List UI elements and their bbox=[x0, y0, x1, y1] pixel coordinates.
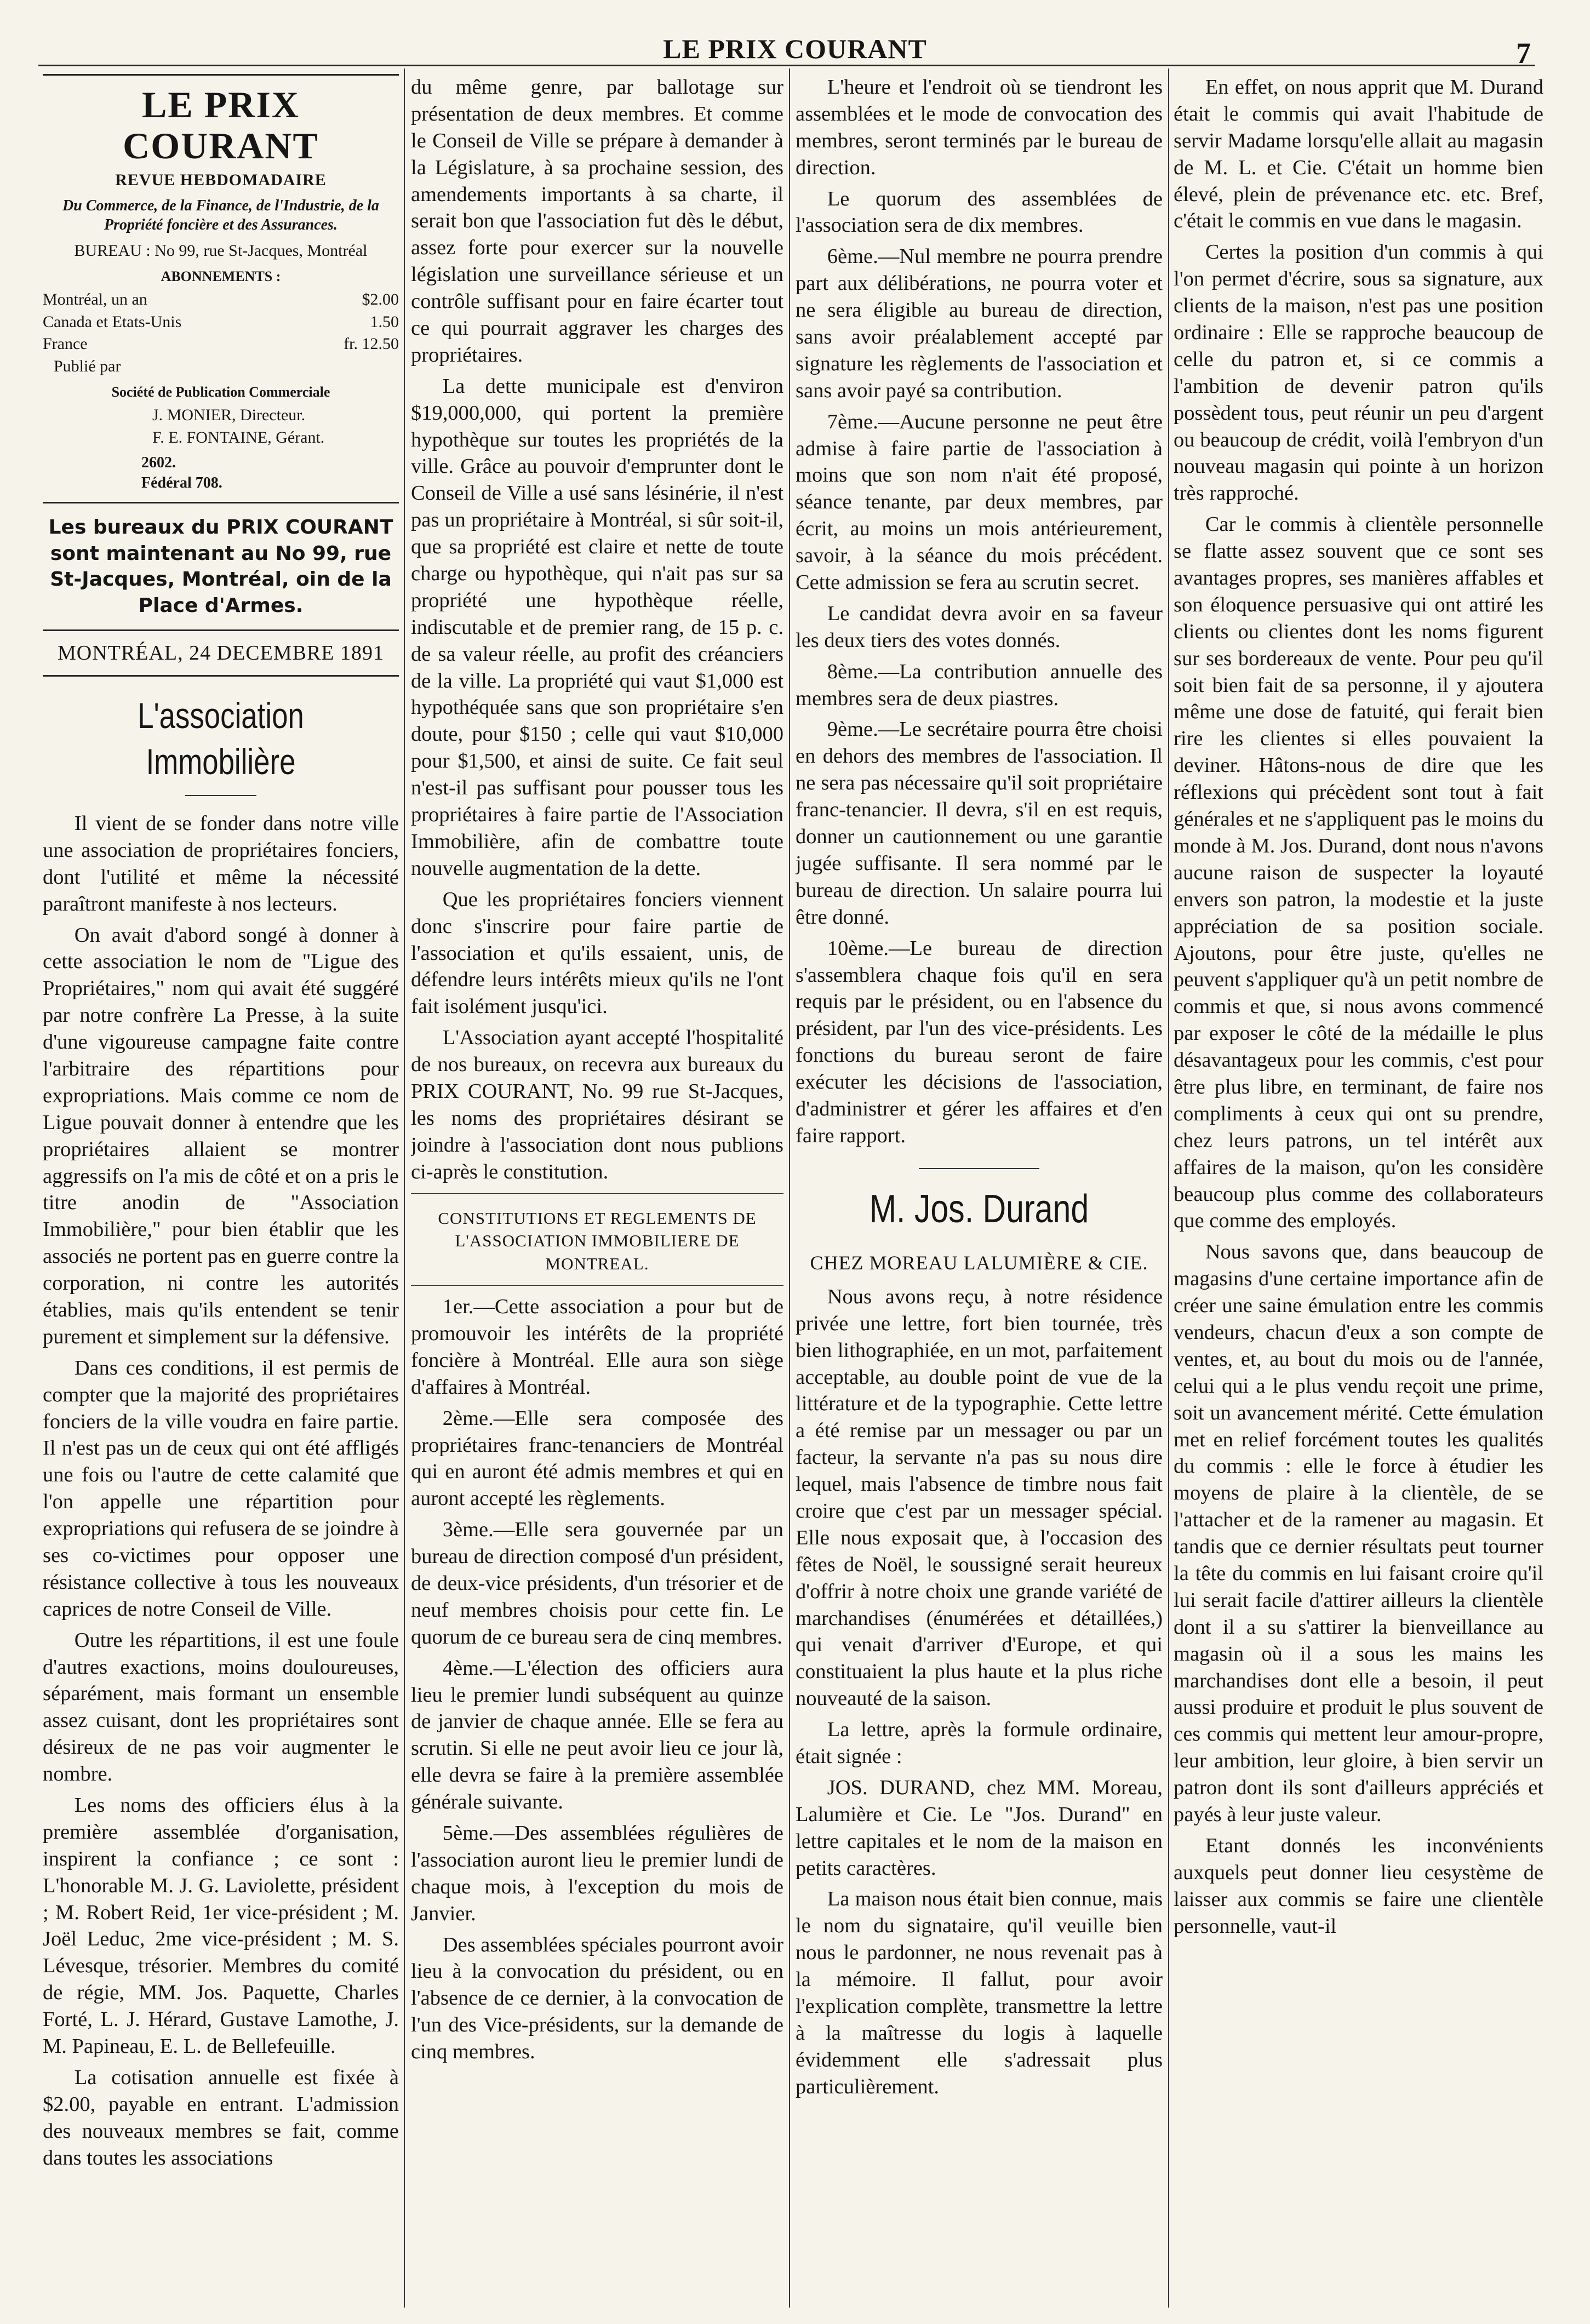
masthead-subtitle: REVUE HEBDOMADAIRE bbox=[115, 170, 327, 189]
phone-number: 2602. bbox=[141, 454, 176, 472]
paragraph: La cotisation annuelle est fixée à $2.00, payable en entrant. L'admission des nouveaux membres se fait, comme dans toutes les associations bbox=[43, 2065, 399, 2170]
column-3 bbox=[796, 74, 1163, 2302]
paragraph: La dette municipale est d'environ $19,000,000, qui portent la première hypothèque sur toutes les propriétés de la ville. Grâce au pouvoir d'emprunter dont le Conseil de Ville a usé sans lésinérie, il n'est pas un propriétaire à Montréal, si sûr soit-il, que sa propriété est claire et nette de toute charge ou hypothèque, qui n'ait pas sur sa propriété une hypothèque réelle, indiscutable et de premier rang, de 15 p. c. de sa valeur réelle, au profit des créanciers de la ville. La propriété qui vaut $1,000 est hypothéquée sans que son propriétaire s'en doute, pour $150 ; celle qui vaut $10,000 pour $1,500, et ainsi de suite. Ce fait seul n'est-il pas suffisant pour pousser tous les propriétaires à faire partie de l'Association Immobilière, afin de combattre toute nouvelle augmentation de la dette. bbox=[411, 374, 783, 880]
office-notice: Les bureaux du PRIX COURANT sont maintenant au No 99, rue St-Jacques, Montréal, oin de la Place d'Armes. bbox=[48, 516, 393, 617]
paragraph: Les noms des officiers élus à la première assemblée d'organisation, inspirent la confiance ; ce sont : L'honorable M. J. G. Laviolette, président ; M. Robert Reid, 1er vice-président ; M. Joël Leduc, 2me vice-président ; M. S. Lévesque, trésorier. Membres du comité de régie, MM. Jos. Paquette, Charles Forté, L. J. Hérard, Gustave Lamothe, J. M. Papineau, E. L. de Bellefeuille. bbox=[43, 1794, 399, 2058]
paragraph: En effet, on nous apprit que M. Durand était le commis qui avait l'habitude de servir Madame lorsqu'elle allait au magasin de M. L. et Cie. C'était un homme bien élevé, plein de prévenance etc. etc. Bref, c'était le commis en vue dans le magasin. bbox=[1174, 76, 1543, 233]
column-2 bbox=[411, 74, 783, 2302]
page-number: 7 bbox=[1516, 37, 1531, 70]
paragraph: Que les propriétaires fonciers viennent donc s'inscrire pour faire partie de l'association et qu'ils essaient, unis, de défendre leurs intérêts mieux qu'ils ne l'ont fait isolément jusqu'ici. bbox=[411, 888, 783, 1018]
section-rule bbox=[411, 1285, 783, 1286]
dateline: MONTRÉAL, 24 DECEMBRE 1891 bbox=[58, 642, 384, 665]
masthead-title: LE PRIX COURANT bbox=[123, 84, 319, 167]
column-4 bbox=[1174, 74, 1543, 2302]
paragraph: L'Association ayant accepté l'hospitalité de nos bureaux, on recevra aux bureaux du PRIX COURANT, No. 99 rue St-Jacques, les noms des propriétaires désirant se joindre à l'association dont nous publions ci-après le constitution. bbox=[411, 1026, 783, 1183]
subscription-row: France fr. 12.50 bbox=[43, 335, 399, 353]
phone-label: Fédéral 708. bbox=[141, 474, 222, 491]
paragraph: du même genre, par ballotage sur présentation de deux membres. Et comme le Conseil de Ville se prépare à demander à la Législature, à sa prochaine session, des amendements importants à sa charte, il serait bon que l'association fut dès le début, assez forte pour exercer sur la nouvelle législation une surveillance sérieuse et un contrôle suffisant pour en faire écarter tout ce qui pourrait aggraver les charges des propriétaires. bbox=[411, 76, 783, 367]
article-subtitle: CHEZ MOREAU LALUMIÈRE & CIE. bbox=[810, 1252, 1148, 1274]
article-clause: 10ème.—Le bureau de direction s'assemblera chaque fois qu'il en sera requis par le président, ou en l'absence du président, par l'un des vice-présidents. Les fonctions du bureau seront de faire exécuter les décisions de l'association, d'administrer et gérer les affaires et d'en faire rapport. bbox=[796, 936, 1163, 1147]
article-clause: Le candidat devra avoir en sa faveur les deux tiers des votes donnés. bbox=[796, 602, 1163, 652]
masthead-bureau: BUREAU : No 99, rue St-Jacques, Montréal bbox=[74, 241, 368, 260]
paragraph: Il vient de se fonder dans notre ville une association de propriétaires fonciers, dont l'utilité et même la nécessité paraîtront manifeste à nos lecteurs. bbox=[43, 811, 399, 915]
paragraph: Nous avons reçu, à notre résidence privée une lettre, fort bien tournée, très bien lithographiée, en un mot, parfaitement acceptable, au double point de vue de la littérature et de la typographie. Cette lettre a été remise par un messager ou par un facteur, la servante n'a pas su nous dire lequel, mais l'absence de timbre nous fait croire que c'est par un messager spécial. Elle nous exposait que, à l'occasion des fêtes de Noël, le soussigné serait heureux d'offrir à notre choix une grande variété de marchandises (énumérées et détaillées,) qui venait d'arriver d'Europe, et qui constituaient la plus haute et la plus riche nouveauté de la saison. bbox=[796, 1285, 1163, 1710]
top-rule bbox=[38, 65, 1535, 66]
abonnements-label: ABONNEMENTS : bbox=[161, 268, 281, 285]
societe-name: Société de Publication Commerciale bbox=[111, 384, 330, 400]
subscription-row: Montréal, un an $2.00 bbox=[43, 290, 399, 309]
article-clause: 9ème.—Le secrétaire pourra être choisi en dehors des membres de l'association. Il ne sera pas nécessaire qu'il soit propriétaire franc-tenancier. Il devra, s'il en est requis, donner un cautionnement ou une garantie jugée suffisante. Il sera nommé par le bureau de direction. Un salaire pourra lui être donné. bbox=[796, 718, 1163, 929]
paragraph: Outre les répartitions, il est une foule d'autres exactions, moins douloureuses, séparément, mais formant un ensemble assez cuisant, dont les propriétaires sont désireux de ne pas voir augmenter le nombre. bbox=[43, 1628, 399, 1786]
paragraph: On avait d'abord songé à donner à cette association le nom de "Ligue des Propriétaires," nom qui avait été suggéré par notre confrère La Presse, à la suite d'une vigoureuse campagne faite contre l'arbitraire des répartitions pour expropriations. Mais comme ce nom de Ligue pouvait donner à entendre que les propriétaires allaient se montrer aggressifs on l'a mis de côté et on a pris le titre anodin de "Association Immobilière," pour bien établir que les associés ne portent pas en guerre contre la corporation, ni contre les autorités établies, mais qu'ils entendent se tenir purement et simplement sur la défensive. bbox=[43, 923, 399, 1348]
article-clause: 1er.—Cette association a pour but de promouvoir les intérêts de la propriété foncière à Montréal. Elle aura son siège d'affaires à Montréal. bbox=[411, 1295, 783, 1399]
article-clause: 6ème.—Nul membre ne pourra prendre part aux délibérations, ne pourra voter et ne sera éligible au bureau de direction, sans avoir préalablement accepté par signature les règlements de l'association et sans avoir payé sa contribution. bbox=[796, 245, 1163, 402]
article-title: M. Jos. Durand bbox=[869, 1187, 1089, 1231]
paragraph: La lettre, après la formule ordinaire, était signée : bbox=[796, 1718, 1163, 1768]
section-rule bbox=[411, 1193, 783, 1194]
dateline-rule bbox=[43, 675, 399, 677]
paragraph: Certes la position d'un commis à qui l'on permet d'écrire, sous sa signature, aux clients de la maison, n'est pas une position ordinaire : Elle se rapproche beaucoup de celle du patron et, si ce commis a l'ambition de devenir patron qu'ils possèdent tous, peut réunir un peu d'argent ou beaucoup de crédit, voilà l'embryon d'un nouveau magasin qui pointe à un horizon très rapproché. bbox=[1174, 241, 1543, 505]
article-clause: L'heure et l'endroit où se tiendront les assemblées et le mode de convocation des membres, seront terminés par le bureau de direction. bbox=[796, 76, 1163, 179]
article-separator bbox=[919, 1168, 1039, 1169]
article-clause: Des assemblées spéciales pourront avoir lieu à la convocation du président, ou en l'absence de ce dernier, à la convocation de l'un des Vice-présidents, sur la demande de cinq membres. bbox=[411, 1933, 783, 2064]
paragraph: Car le commis à clientèle personnelle se flatte assez souvent que ce sont ses avantages propres, ses manières affables et son éloquence persuasive qui ont attiré les clients ou clientes dont les noms figurent sur ses bordereaux de vente. Pour peu qu'il soit bien fait de sa personne, il y ajoutera même une dose de fatuité, qui ferait bien rire les clientes si elles pouvaient la deviner. Hâtons-nous de dire que les réflexions qui précèdent sont tout à fait générales et ne s'appliquent pas le moins du monde à M. Jos. Durand, dont nous n'avons aucune raison de suspecter la loyauté envers son patron, la modestie et la juste appréciation de sa position sociale. Ajoutons, pour être juste, qu'elles ne peuvent s'appliquer qu'à un petit nombre de commis et que, si nous avons commencé par exposer le côté de la médaille le plus désavantageux pour les commis, c'est pour être plus libre, en terminant, de faire nos compliments à ceux qui ont su prendre, chez leurs patrons, un tel intérêt aux affaires de la maison, qu'on les considère beaucoup plus comme des collaborateurs que comme des employés. bbox=[1174, 513, 1543, 1233]
constitution-title: CONSTITUTIONS ET REGLEMENTS DE L'ASSOCIATION IMMOBILIERE DE MONTREAL. bbox=[438, 1208, 757, 1274]
masthead-tagline: Du Commerce, de la Finance, de l'Industrie, de la Propriété foncière et des Assurances. bbox=[62, 197, 379, 233]
article-clause: Le quorum des assemblées de l'association sera de dix membres. bbox=[796, 187, 1163, 237]
notice-rule bbox=[43, 629, 399, 631]
column-1 bbox=[43, 74, 399, 2302]
subscription-row: Canada et Etats-Unis 1.50 bbox=[43, 312, 399, 331]
article-clause: 8ème.—La contribution annuelle des membres sera de deux piastres. bbox=[796, 660, 1163, 710]
column-divider bbox=[789, 68, 790, 2308]
director-name: J. MONIER, Directeur. bbox=[152, 406, 306, 425]
running-title: LE PRIX COURANT bbox=[663, 33, 927, 64]
column-divider bbox=[1168, 68, 1169, 2308]
masthead-bottom-rule bbox=[43, 502, 399, 503]
article-clause: 7ème.—Aucune personne ne peut être admise à faire partie de l'association à moins que son nom n'ait été proposé, séance tenante, par deux membres, par écrit, au moins un mois antérieurement, savoir, à la séance du mois précédent. Cette admission se fera au scrutin secret. bbox=[796, 410, 1163, 594]
paragraph: Dans ces conditions, il est permis de compter que la majorité des propriétaires fonciers de la ville voudra en faire partie. Il n'est pas un de ceux qui ont été affligés une fois ou l'autre de cette calamité que l'on appelle une répartition pour expropriations qui refusera de se joindre à ses co-victimes pour opposer une résistance collective à tous les nouveaux caprices de notre Conseil de Ville. bbox=[43, 1356, 399, 1621]
article-clause: 5ème.—Des assemblées régulières de l'association auront lieu le premier lundi de chaque mois, à l'exception du mois de Janvier. bbox=[411, 1821, 783, 1925]
paragraph: JOS. DURAND, chez MM. Moreau, Lalumière et Cie. Le "Jos. Durand" en lettre capitales et le nom de la maison en petits caractères. bbox=[796, 1776, 1163, 1880]
masthead-top-rule bbox=[43, 74, 399, 76]
article-title: L'association Immobilière bbox=[138, 695, 304, 782]
publie-par: Publié par bbox=[54, 357, 121, 375]
title-rule bbox=[185, 795, 256, 796]
column-divider bbox=[404, 68, 405, 2308]
paragraph: Nous savons que, dans beaucoup de magasins d'une certaine importance afin de créer une saine émulation entre les commis vendeurs, chacun d'eux a son compte de ventes, et, au bout du mois ou de l'année, celui qui a le plus vendu reçoit une prime, soit un avancement mérité. Cette émulation met en relief forcément toutes les qualités du commis : elle le force à étudier les moyens de plaire à la clientèle, de se l'attacher et de la ramener au magasin. Et tandis que ce dernier résultats peut tourner la tête du commis en lui faisant croire qu'il lui serait facile d'attirer ailleurs la clientèle dont il a su s'attirer la bienveillance au magasin où il a sous les mains les marchandises dont elle a besoin, il peut aussi produire et produit le plus souvent de ces commis qui mettent leur amour-propre, leur ambition, leur gloire, à bien servir un patron dont ils sont d'ailleurs appréciés et payés à leur juste valeur. bbox=[1174, 1240, 1543, 1826]
paragraph: Etant donnés les inconvénients auxquels peut donner lieu cesystème de laisser aux commis se faire une clientèle personnelle, vaut-il bbox=[1174, 1834, 1543, 1938]
paragraph: La maison nous était bien connue, mais le nom du signataire, qu'il veuille bien nous le pardonner, ne nous revenait pas à la mémoire. Il fallut, pour avoir l'explication complète, transmettre la lettre à la maîtresse du logis à laquelle évidemment elle s'adressait plus particulièrement. bbox=[796, 1887, 1163, 2098]
manager-name: F. E. FONTAINE, Gérant. bbox=[152, 428, 325, 447]
article-clause: 2ème.—Elle sera composée des propriétaires franc-tenanciers de Montréal qui en auront été admis membres et qui en auront accepté les règlements. bbox=[411, 1406, 783, 1510]
article-clause: 3ème.—Elle sera gouvernée par un bureau de direction composé d'un président, de deux-vice présidents, d'un trésorier et de neuf membres choisis pour cette fin. Le quorum de ce bureau sera de cinq membres. bbox=[411, 1518, 783, 1648]
article-clause: 4ème.—L'élection des officiers aura lieu le premier lundi subséquent au quinze de janvier de chaque année. Elle se fera au scrutin. Si elle ne peut avoir lieu ce jour là, elle devra se faire à la première assemblée générale suivante. bbox=[411, 1656, 783, 1814]
